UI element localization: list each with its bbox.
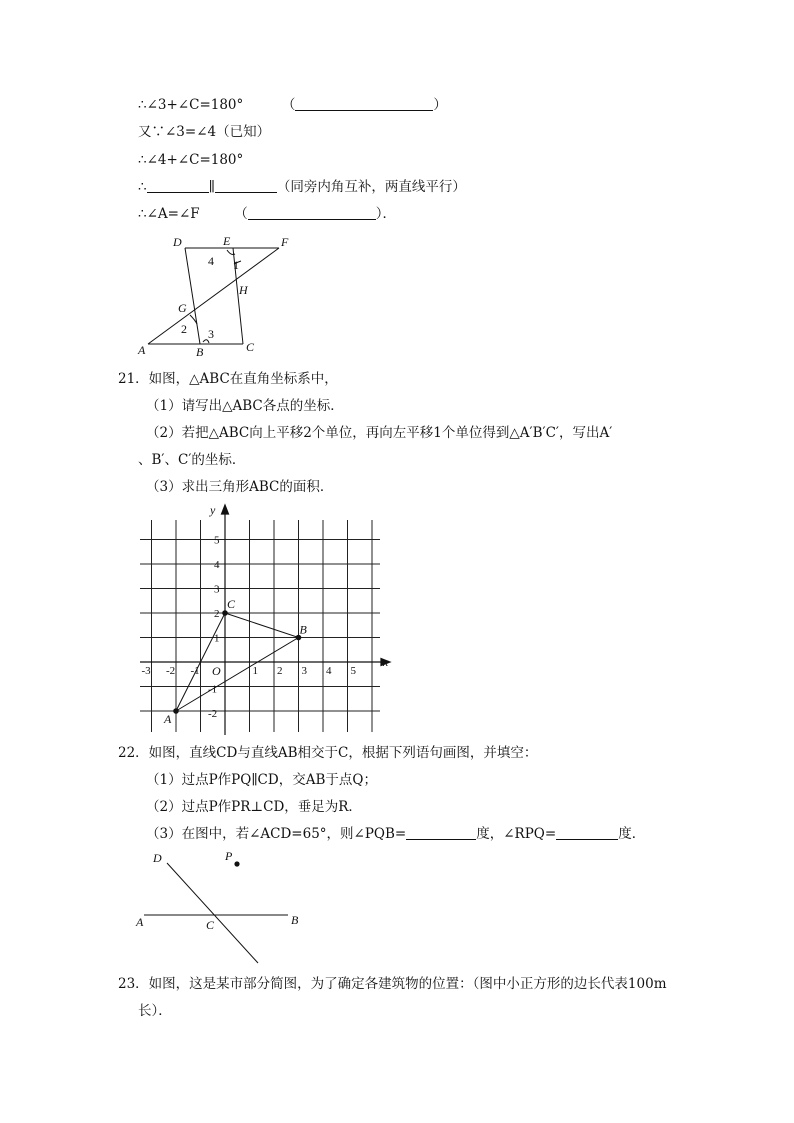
q23-line-2: 长）． — [138, 1003, 172, 1019]
y-tick-label: 4 — [214, 559, 220, 571]
label-c: C — [206, 918, 215, 932]
point-a — [173, 708, 179, 714]
q22-title: 22．如图，直线CD与直线AB相交于C，根据下列语句画图，并填空： — [118, 745, 538, 761]
label-g: G — [178, 301, 187, 315]
label-angle-1: 1 — [233, 258, 239, 272]
intersecting-lines-figure — [130, 845, 315, 970]
x-tick-label: 3 — [301, 665, 307, 677]
answer-blank[interactable] — [215, 178, 277, 193]
x-tick-label: 4 — [326, 665, 332, 677]
x-tick-label: 2 — [277, 665, 283, 677]
line-cd — [167, 863, 258, 963]
q21-part-2a: （2）若把△ABC向上平移2个单位，再向左平移1个单位得到△A′B′C′，写出A′ — [146, 425, 613, 441]
q21-part-3: （3）求出三角形ABC的面积． — [146, 479, 334, 495]
q21-title: 21．如图，△ABC在直角坐标系中， — [118, 371, 338, 387]
label-d: D — [173, 235, 182, 249]
proof-line-1: ∴∠3+∠C=180° （ ） — [138, 97, 447, 113]
answer-blank[interactable] — [248, 205, 376, 220]
x-tick-label: 5 — [350, 665, 356, 677]
proof-line-2: 又∵∠3=∠4（已知） — [138, 124, 271, 140]
label-p: P — [225, 849, 233, 863]
label-h: H — [239, 283, 248, 297]
y-tick-label: 2 — [214, 608, 220, 620]
point-label-b: B — [299, 622, 307, 637]
y-tick-label: -1 — [208, 683, 218, 696]
label-angle-4: 4 — [208, 254, 214, 268]
x-tick-label: -2 — [166, 665, 176, 677]
coordinate-grid — [136, 500, 396, 740]
x-axis-label: x — [383, 655, 389, 669]
q23-line-1: 23．如图，这是某市部分简图，为了确定各建筑物的位置：（图中小正方形的边长代表100m — [118, 976, 667, 992]
label-d: D — [153, 851, 162, 865]
answer-blank[interactable] — [295, 96, 433, 111]
label-a: A — [138, 343, 146, 357]
answer-blank[interactable] — [147, 178, 209, 193]
y-tick-label: 5 — [214, 534, 220, 547]
label-b: B — [291, 913, 299, 927]
q21-part-1: （1）请写出△ABC各点的坐标． — [146, 398, 344, 414]
point-label-a: A — [164, 712, 172, 726]
proof-line-3: ∴∠4+∠C=180° — [138, 152, 244, 168]
x-tick-label: -3 — [141, 665, 151, 677]
point-label-c: C — [227, 597, 236, 611]
label-e: E — [223, 234, 231, 248]
point-p-dot — [234, 861, 239, 866]
label-b: B — [196, 345, 204, 359]
y-axis-label: y — [210, 503, 216, 517]
label-angle-3: 3 — [208, 327, 214, 341]
origin-label: O — [212, 664, 221, 678]
answer-blank[interactable] — [556, 825, 618, 840]
y-tick-label: 1 — [214, 632, 220, 645]
label-c: C — [246, 340, 255, 354]
label-f: F — [281, 235, 289, 249]
label-angle-2: 2 — [181, 322, 187, 336]
q22-part-2: （2）过点P作PR⊥CD，垂足为R． — [146, 799, 362, 815]
y-axis-arrow-icon — [222, 505, 229, 514]
y-tick-label: 3 — [214, 583, 220, 596]
segment-db — [185, 248, 200, 344]
q22-part-1: （1）过点P作PQ∥CD，交AB于点Q； — [146, 772, 377, 788]
q21-part-2b: 、B′、C′的坐标． — [138, 452, 246, 468]
q22-part-3: （3）在图中，若∠ACD=65°，则∠PQB= 度，∠RPQ= 度． — [146, 826, 646, 842]
parallelogram-figure — [135, 232, 305, 362]
answer-blank[interactable] — [406, 825, 476, 840]
label-a: A — [136, 915, 144, 929]
proof-line-5: ∴∠A=∠F （ ）． — [138, 206, 396, 222]
proof-line-4: ∴ ∥ （同旁内角互补，两直线平行） — [138, 179, 466, 195]
y-tick-label: -2 — [208, 708, 218, 720]
x-tick-label: 1 — [252, 665, 258, 677]
x-tick-label: -1 — [190, 665, 200, 677]
point-c — [222, 610, 228, 616]
